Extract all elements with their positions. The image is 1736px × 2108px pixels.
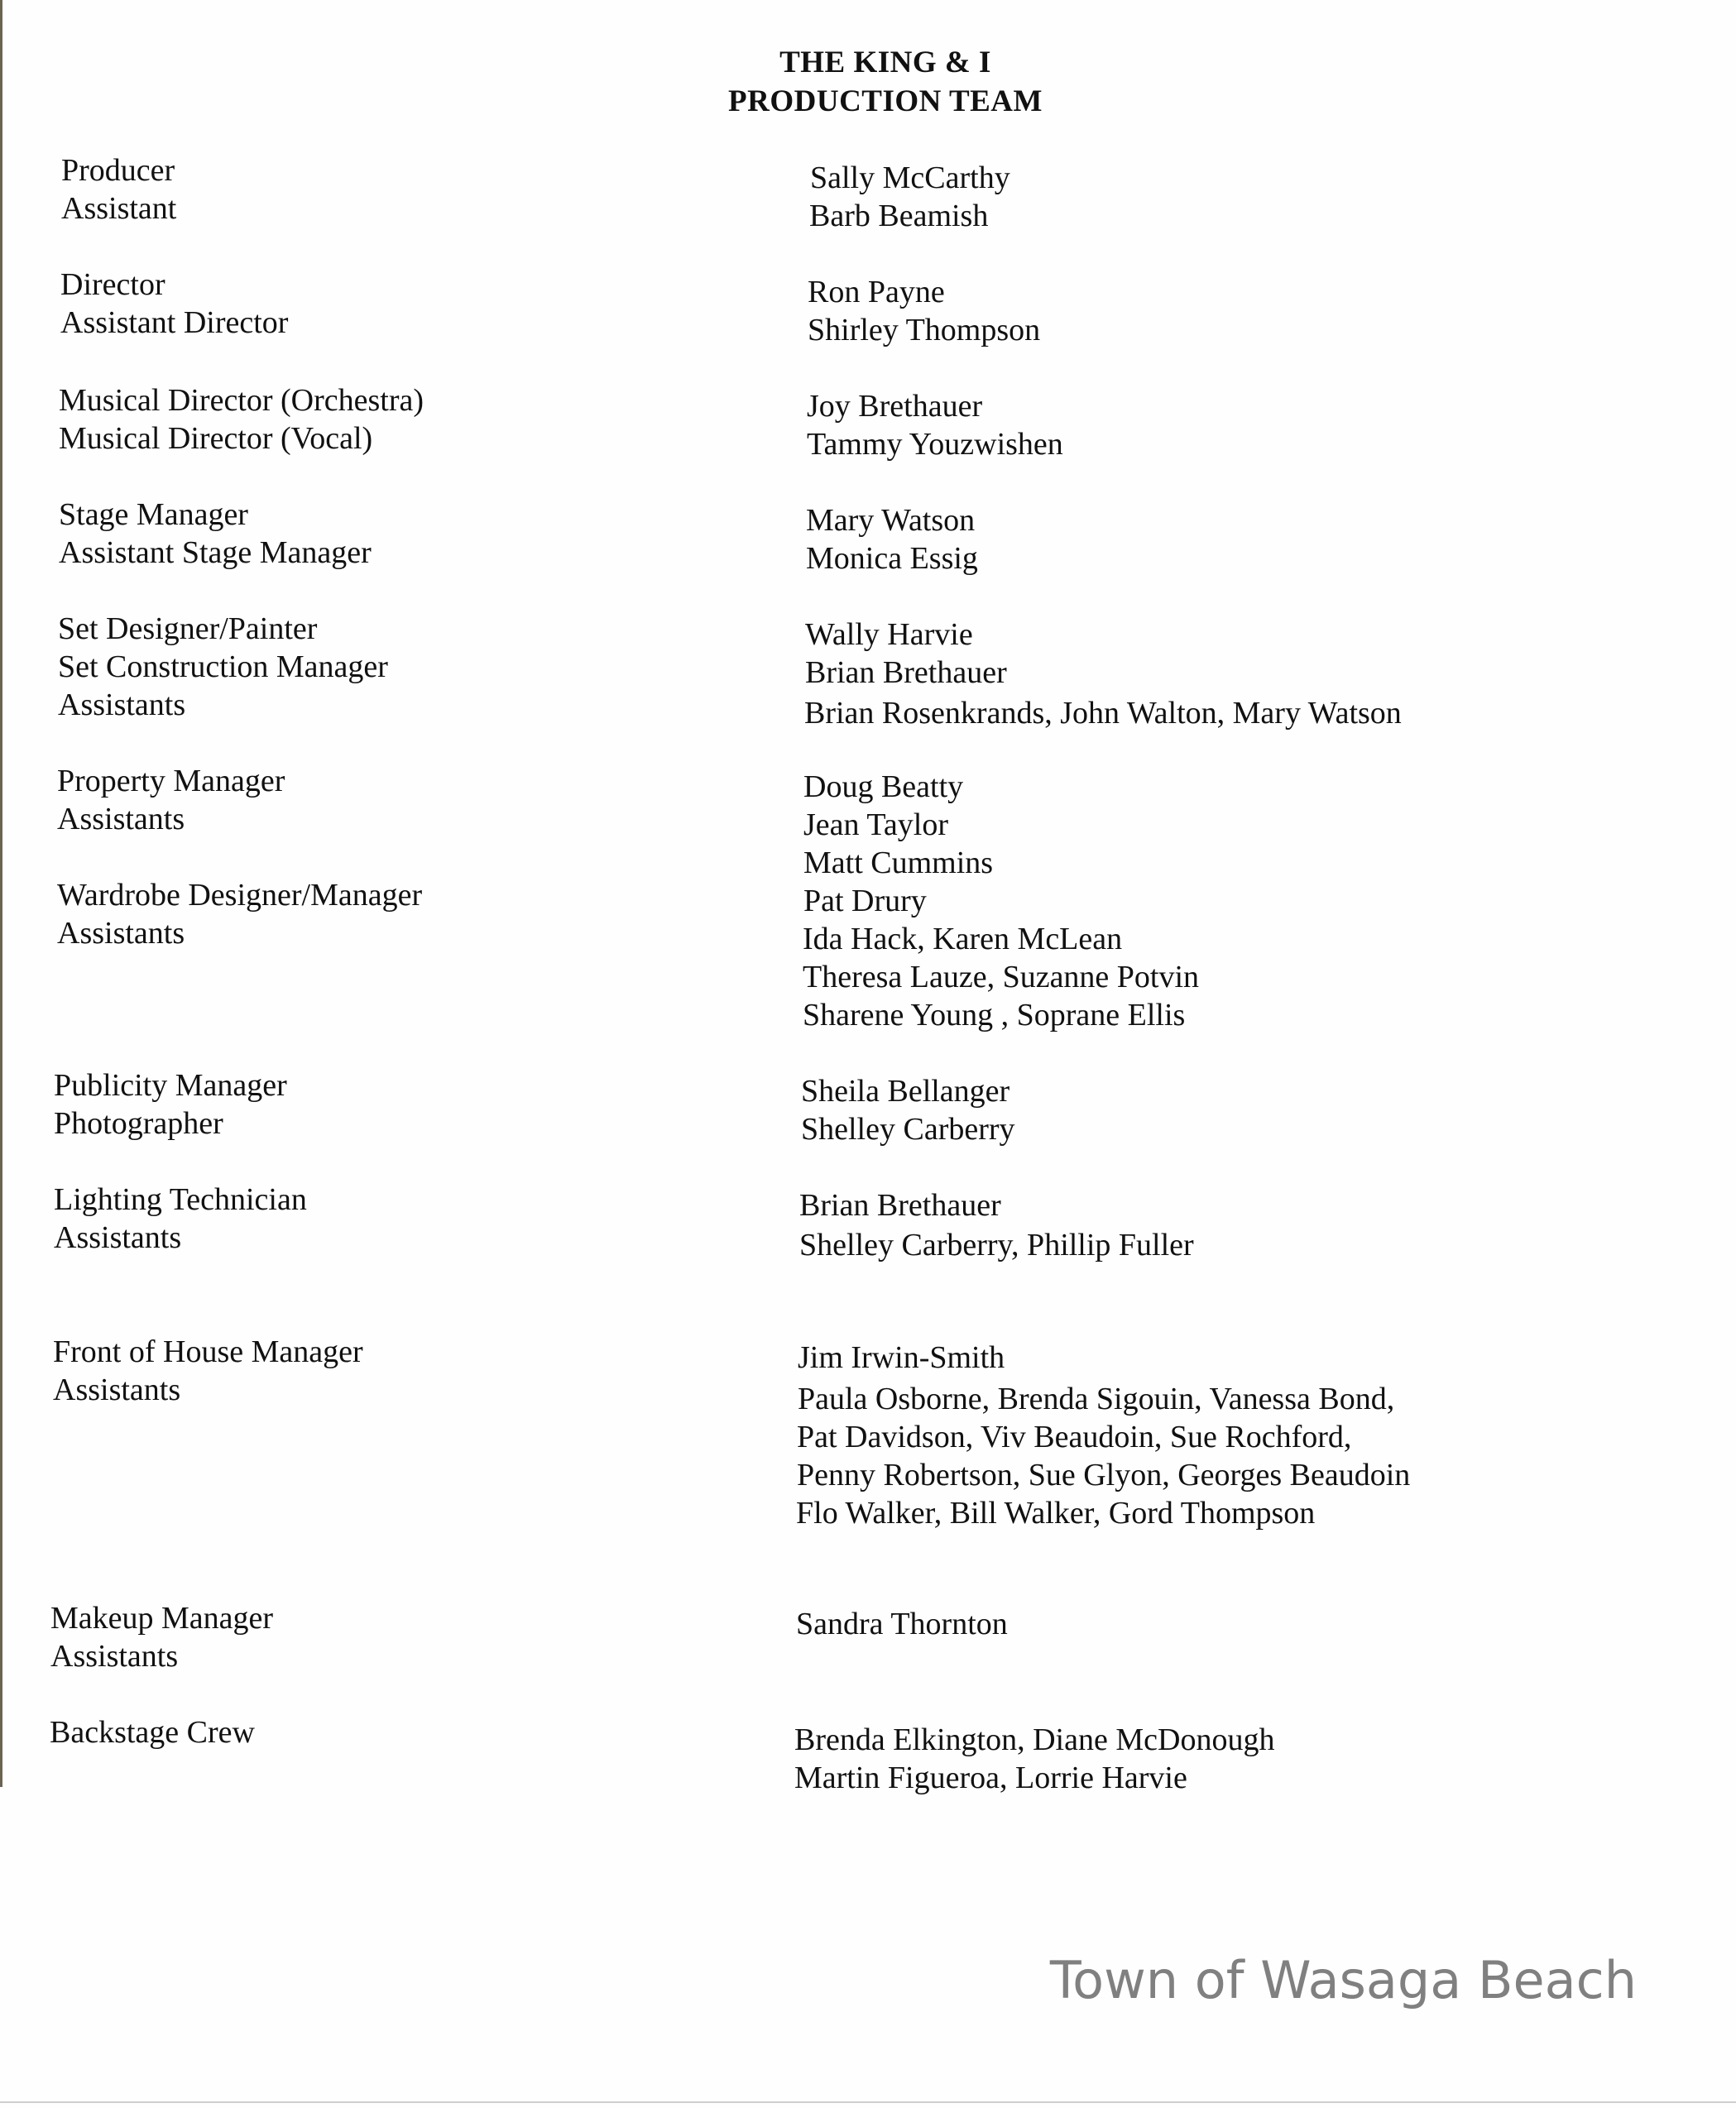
name-wardrobe-assistants-1: Ida Hack, Karen McLean — [803, 922, 1123, 956]
role-makeup-assistants: Assistants — [50, 1639, 179, 1674]
role-musical-director-vocal: Musical Director (Vocal) — [59, 421, 373, 456]
role-wardrobe-assistants: Assistants — [57, 916, 185, 951]
name-producer-assistant: Barb Beamish — [809, 199, 989, 233]
name-front-of-house-assistants-2: Pat Davidson, Viv Beaudoin, Sue Rochford, — [797, 1420, 1352, 1454]
name-lighting-technician: Brian Brethauer — [799, 1188, 1001, 1223]
role-backstage-crew: Backstage Crew — [50, 1715, 255, 1750]
page-left-edge — [0, 0, 2, 1787]
name-set-designer: Wally Harvie — [805, 617, 973, 652]
role-property-manager: Property Manager — [57, 764, 285, 798]
name-publicity-manager: Sheila Bellanger — [801, 1074, 1010, 1109]
name-property-manager: Doug Beatty — [803, 769, 964, 804]
page-bottom-edge — [0, 2101, 1736, 2103]
role-lighting-technician: Lighting Technician — [54, 1182, 307, 1217]
role-musical-director-orchestra: Musical Director (Orchestra) — [59, 383, 424, 418]
role-property-assistants: Assistants — [57, 802, 185, 836]
watermark-text: Town of Wasaga Beach — [1049, 1950, 1637, 2010]
name-producer: Sally McCarthy — [810, 160, 1010, 195]
role-producer: Producer — [61, 153, 175, 188]
role-stage-manager: Stage Manager — [59, 497, 248, 532]
name-musical-director-vocal: Tammy Youzwishen — [807, 427, 1063, 462]
name-wardrobe-assistants-2: Theresa Lauze, Suzanne Potvin — [803, 960, 1200, 994]
title-line-2: PRODUCTION TEAM — [728, 84, 1043, 118]
name-set-construction-manager: Brian Brethauer — [805, 655, 1007, 690]
name-wardrobe-manager: Pat Drury — [803, 884, 927, 918]
name-set-assistants: Brian Rosenkrands, John Walton, Mary Watson — [804, 696, 1402, 731]
role-set-construction-manager: Set Construction Manager — [58, 649, 388, 684]
name-assistant-stage-manager: Monica Essig — [806, 541, 978, 576]
name-director: Ron Payne — [808, 275, 945, 309]
role-front-of-house-manager: Front of House Manager — [53, 1334, 363, 1369]
name-property-assistant-2: Matt Cummins — [803, 846, 994, 880]
title-line-1: THE KING & I — [779, 46, 991, 79]
name-lighting-assistants: Shelley Carberry, Phillip Fuller — [799, 1228, 1194, 1262]
name-front-of-house-assistants-3: Penny Robertson, Sue Glyon, Georges Beaudoin — [797, 1458, 1411, 1492]
role-set-assistants: Assistants — [58, 687, 186, 722]
name-stage-manager: Mary Watson — [806, 503, 976, 538]
name-front-of-house-assistants-1: Paula Osborne, Brenda Sigouin, Vanessa Bond, — [798, 1382, 1395, 1416]
role-assistant-director: Assistant Director — [60, 305, 289, 340]
role-producer-assistant: Assistant — [61, 191, 177, 226]
role-wardrobe-manager: Wardrobe Designer/Manager — [57, 878, 423, 913]
role-photographer: Photographer — [54, 1106, 223, 1141]
name-assistant-director: Shirley Thompson — [808, 313, 1041, 347]
name-front-of-house-assistants-4: Flo Walker, Bill Walker, Gord Thompson — [796, 1496, 1316, 1531]
name-wardrobe-assistants-3: Sharene Young , Soprane Ellis — [803, 998, 1186, 1032]
role-publicity-manager: Publicity Manager — [54, 1068, 287, 1103]
role-assistant-stage-manager: Assistant Stage Manager — [59, 535, 372, 570]
role-director: Director — [60, 267, 165, 302]
name-musical-director-orchestra: Joy Brethauer — [807, 389, 983, 424]
name-backstage-crew-1: Brenda Elkington, Diane McDonough — [794, 1722, 1275, 1757]
role-lighting-assistants: Assistants — [54, 1220, 182, 1255]
name-backstage-crew-2: Martin Figueroa, Lorrie Harvie — [794, 1761, 1187, 1795]
role-front-of-house-assistants: Assistants — [53, 1373, 181, 1407]
name-front-of-house-manager: Jim Irwin-Smith — [798, 1340, 1005, 1375]
name-property-assistant-1: Jean Taylor — [803, 807, 948, 842]
name-makeup-manager: Sandra Thornton — [796, 1607, 1008, 1641]
role-set-designer: Set Designer/Painter — [58, 611, 318, 646]
name-photographer: Shelley Carberry — [801, 1112, 1015, 1147]
role-makeup-manager: Makeup Manager — [50, 1601, 274, 1636]
